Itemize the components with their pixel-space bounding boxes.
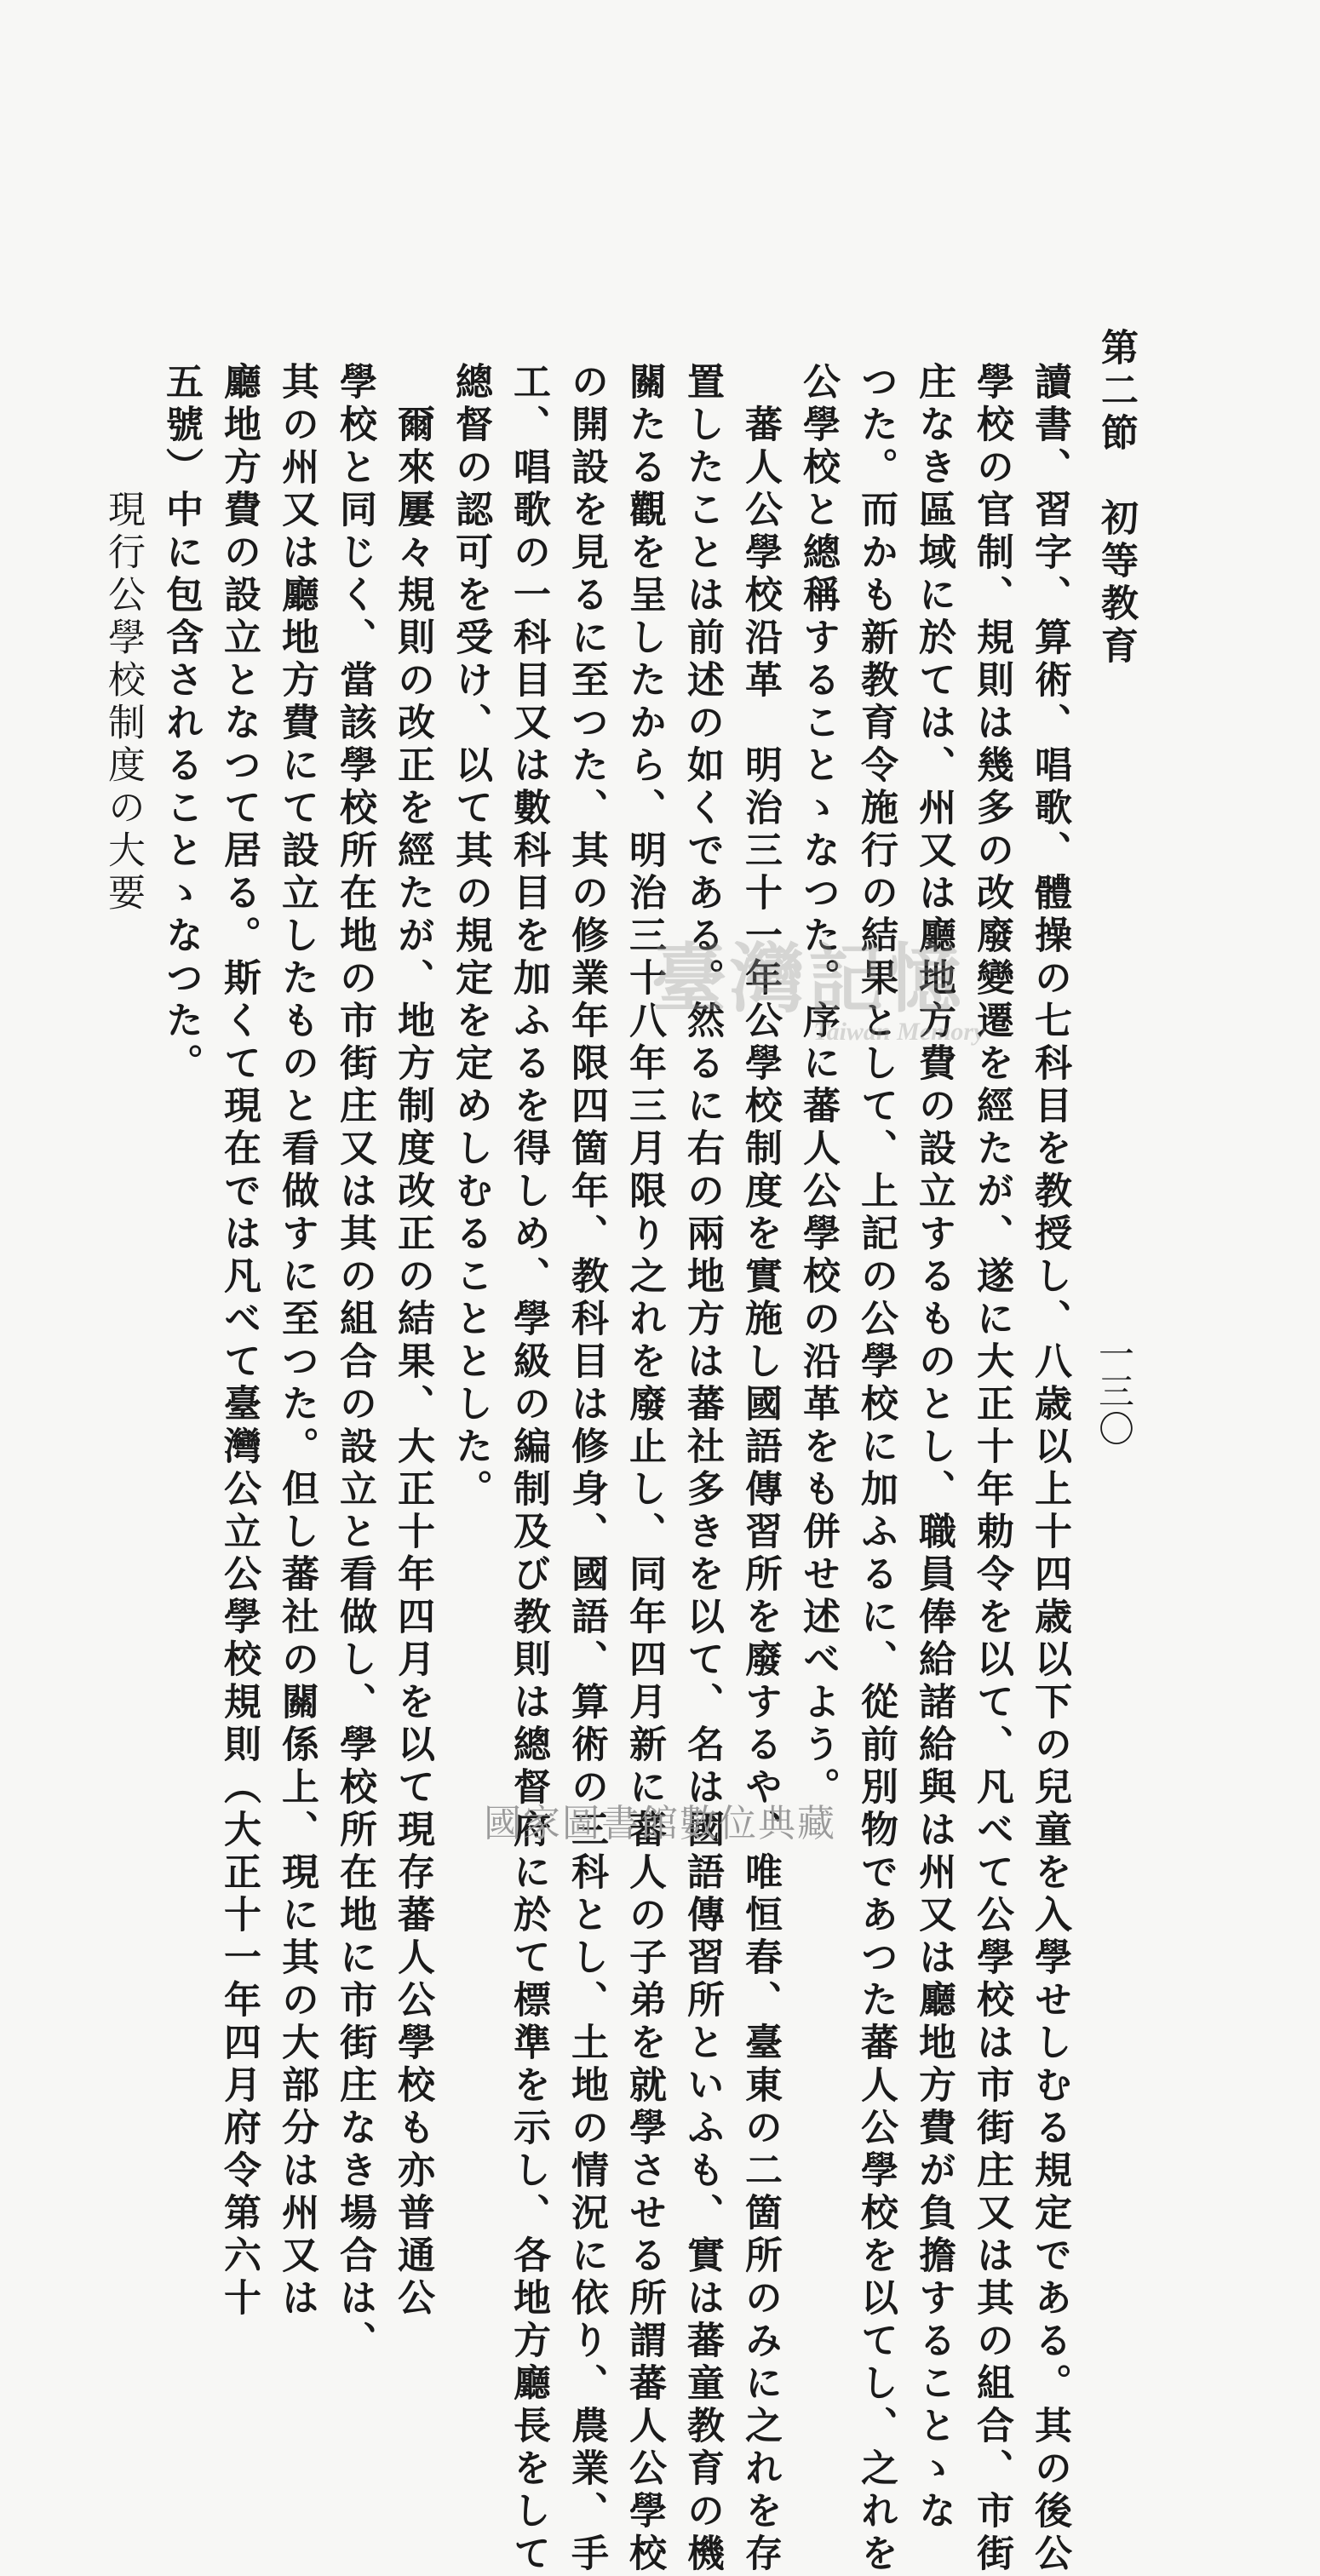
library-footer: 國家圖書館數位典藏 xyxy=(484,1802,836,1845)
text-column-13: 學校と同じく、當該學校所在地の市街庄又は其の組合の設立と看做し、學校所在地に市街庄なき場合は、 xyxy=(333,362,376,2363)
taiwan-memory-watermark xyxy=(651,920,1009,1064)
text-column-7: 置したことは前述の如くである。然るに右の兩地方は蕃社多きを以て、名は國語傳習所といふも、實は蕃童教育の機 xyxy=(680,362,724,2576)
section-title: 第二節 初等教育 xyxy=(1094,328,1138,668)
page-number: 一三〇 xyxy=(1093,1335,1135,1448)
text-column-5: 公學校と總稱することゝなつた。序に蕃人公學校の沿革をも併せ述べよう。 xyxy=(796,362,840,1810)
text-column-12: 爾來屢々規則の改正を經たが、地方制度改正の結果、大正十年四月を以て現存蕃人公學校も亦普通公 xyxy=(391,362,434,2321)
text-column-2: 學校の官制、規則は幾多の改廢變遷を經たが、遂に大正十年勅令を以て、凡べて公學校は市街庄又は其の組合、市街 xyxy=(970,362,1013,2576)
text-column-3: 庄なき區域に於ては、州又は廳地方費の設立するものとし、職員俸給諸給與は州又は廳地方費が負擔することゝな xyxy=(912,362,956,2533)
text-column-11: 總督の認可を受け、以て其の規定を定めしむることとした。 xyxy=(449,362,492,1512)
text-column-16: 五號）中に包含されることゝなつた。 xyxy=(159,362,203,1086)
text-column-14: 其の州又は廳地方費にて設立したものと看做すに至つた。但し蕃社の關係上、現に其の大部分は州又は xyxy=(275,362,319,2321)
text-column-10: 工、唱歌の一科目又は數科目を加ふるを得しめ、學級の編制及び教則は總督府に於て標準を示し、各地方廳長をして xyxy=(507,362,550,2576)
text-column-4: つた。而かも新教育令施行の結果として、上記の公學校に加ふるに、從前別物であつた蕃人公學校を以てし、之れを xyxy=(854,362,898,2576)
watermark-text: 臺灣記憶 xyxy=(651,934,966,1023)
text-column-9: の開設を見るに至つた、其の修業年限四箇年、教科目は修身、國語、算術の三科とし、土地の情況に依り、農業、手 xyxy=(565,362,608,2576)
text-column-1: 讀書、習字、算術、唱歌、體操の七科目を教授し、八歳以上十四歳以下の兒童を入學せしむる規定である。其の後公 xyxy=(1028,362,1071,2576)
text-column-6: 蕃人公學校沿革 明治三十一年公學校制度を實施し國語傳習所を廢するや、唯恒春、臺東の二箇所のみに之れを存 xyxy=(738,362,782,2576)
watermark-subtext: Taiwan Memory xyxy=(813,1018,985,1046)
text-column-15: 廳地方費の設立となつて居る。斯くて現在では凡べて臺灣公立公學校規則（大正十一年四月府令第六十 xyxy=(217,362,261,2321)
text-column-8: 關たる觀を呈したから、明治三十八年三月限り之れを廢止し、同年四月新に蕃人の子弟を就學させる所謂蕃人公學校 xyxy=(623,362,666,2576)
subsection-heading: 現行公學校制度の大要 xyxy=(101,362,145,915)
